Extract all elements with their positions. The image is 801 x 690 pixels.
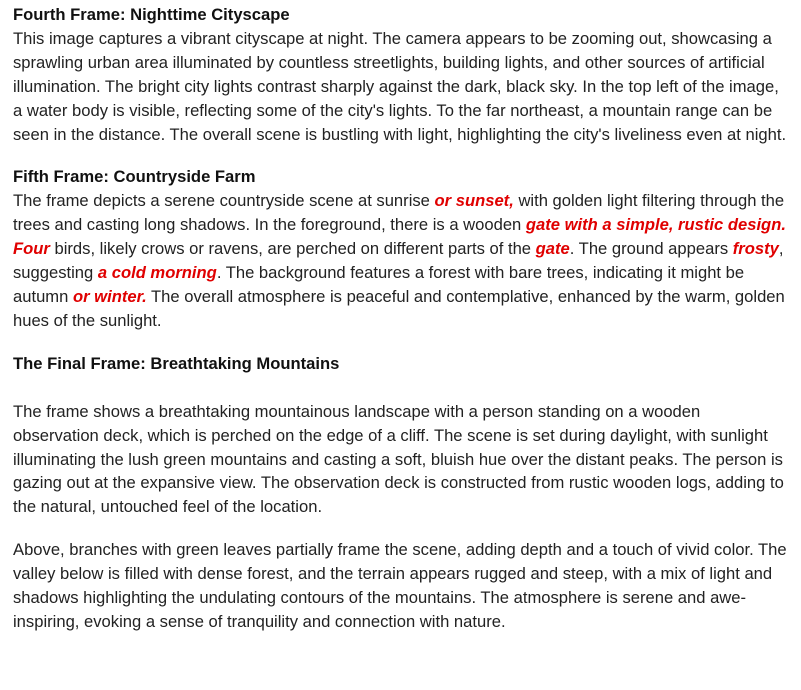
- highlighted-correction: or winter.: [72, 286, 147, 306]
- highlighted-correction: a cold morning: [97, 263, 217, 283]
- text-segment: . The ground appears: [569, 239, 733, 259]
- highlighted-correction: or sunset,: [434, 191, 514, 211]
- text-segment: The overall atmosphere is peaceful and contemplative, enhanced by the warm, golden hues of the sunlight.: [13, 286, 785, 330]
- section-paragraph: [13, 27, 788, 147]
- highlighted-correction: gate with a simple, rustic design. Four: [13, 215, 786, 259]
- text-segment: with golden light filtering through the trees and casting long shadows. In the foreground, there is a wooden: [13, 191, 785, 235]
- section-title: Fourth Frame: Nighttime Cityscape: [13, 5, 290, 24]
- section-fourth-frame: [13, 3, 788, 146]
- text-segment: . The background features a forest with bare trees, indicating it might be autumn: [13, 263, 745, 306]
- section-paragraph: [13, 189, 788, 332]
- text-segment: This image captures a vibrant cityscape at night. The camera appears to be zooming out, showcasing a sprawling urban area illuminated by countless streetlights, building lights, and other sources of artificial illumination. The bright city lights contrast sharply against the dark, black sky. In the top left of the image, a water body is visible, reflecting some of the city's lights. To the far northeast, a mountain range can be seen in the distance. The overall scene is bustling with light, highlighting the city's liveliness even at night.: [13, 28, 787, 144]
- section-fifth-frame: [13, 165, 788, 332]
- section-paragraph: [13, 400, 788, 520]
- section-title: The Final Frame: Breathtaking Mountains: [13, 353, 340, 373]
- section-paragraph: [13, 538, 788, 634]
- text-segment: The frame depicts a serene countryside scene at sunrise: [13, 191, 435, 211]
- paragraph-spacer: [13, 376, 788, 400]
- text-segment: Above, branches with green leaves partially frame the scene, adding depth and a touch of vivid color. The valley below is filled with dense forest, and the terrain appears rugged and steep, with a mix of light and shadows highlighting the undulating contours of the mountains. The atmosphere is serene and awe-inspiring, evoking a sense of tranquility and connection with nature.: [13, 540, 787, 631]
- text-segment: , suggesting: [13, 239, 784, 283]
- section-final-frame: [13, 352, 788, 634]
- section-spacer: [13, 333, 788, 352]
- highlighted-correction: gate: [535, 239, 570, 259]
- text-segment: birds, likely crows or ravens, are perched on different parts of the: [49, 239, 536, 259]
- highlighted-correction: frosty: [732, 239, 779, 259]
- text-segment: The frame shows a breathtaking mountainous landscape with a person standing on a wooden observation deck, which is perched on the edge of a cliff. The scene is set during daylight, with sunlight illuminating the lush green mountains and casting a soft, bluish hue over the distant peaks. The person is gazing out at the expansive view. The observation deck is constructed from rustic wooden logs, adding to the natural, untouched feel of the location.: [13, 401, 784, 517]
- paragraph-spacer: [13, 519, 788, 538]
- section-title: Fifth Frame: Countryside Farm: [13, 167, 256, 187]
- section-spacer: [13, 146, 788, 165]
